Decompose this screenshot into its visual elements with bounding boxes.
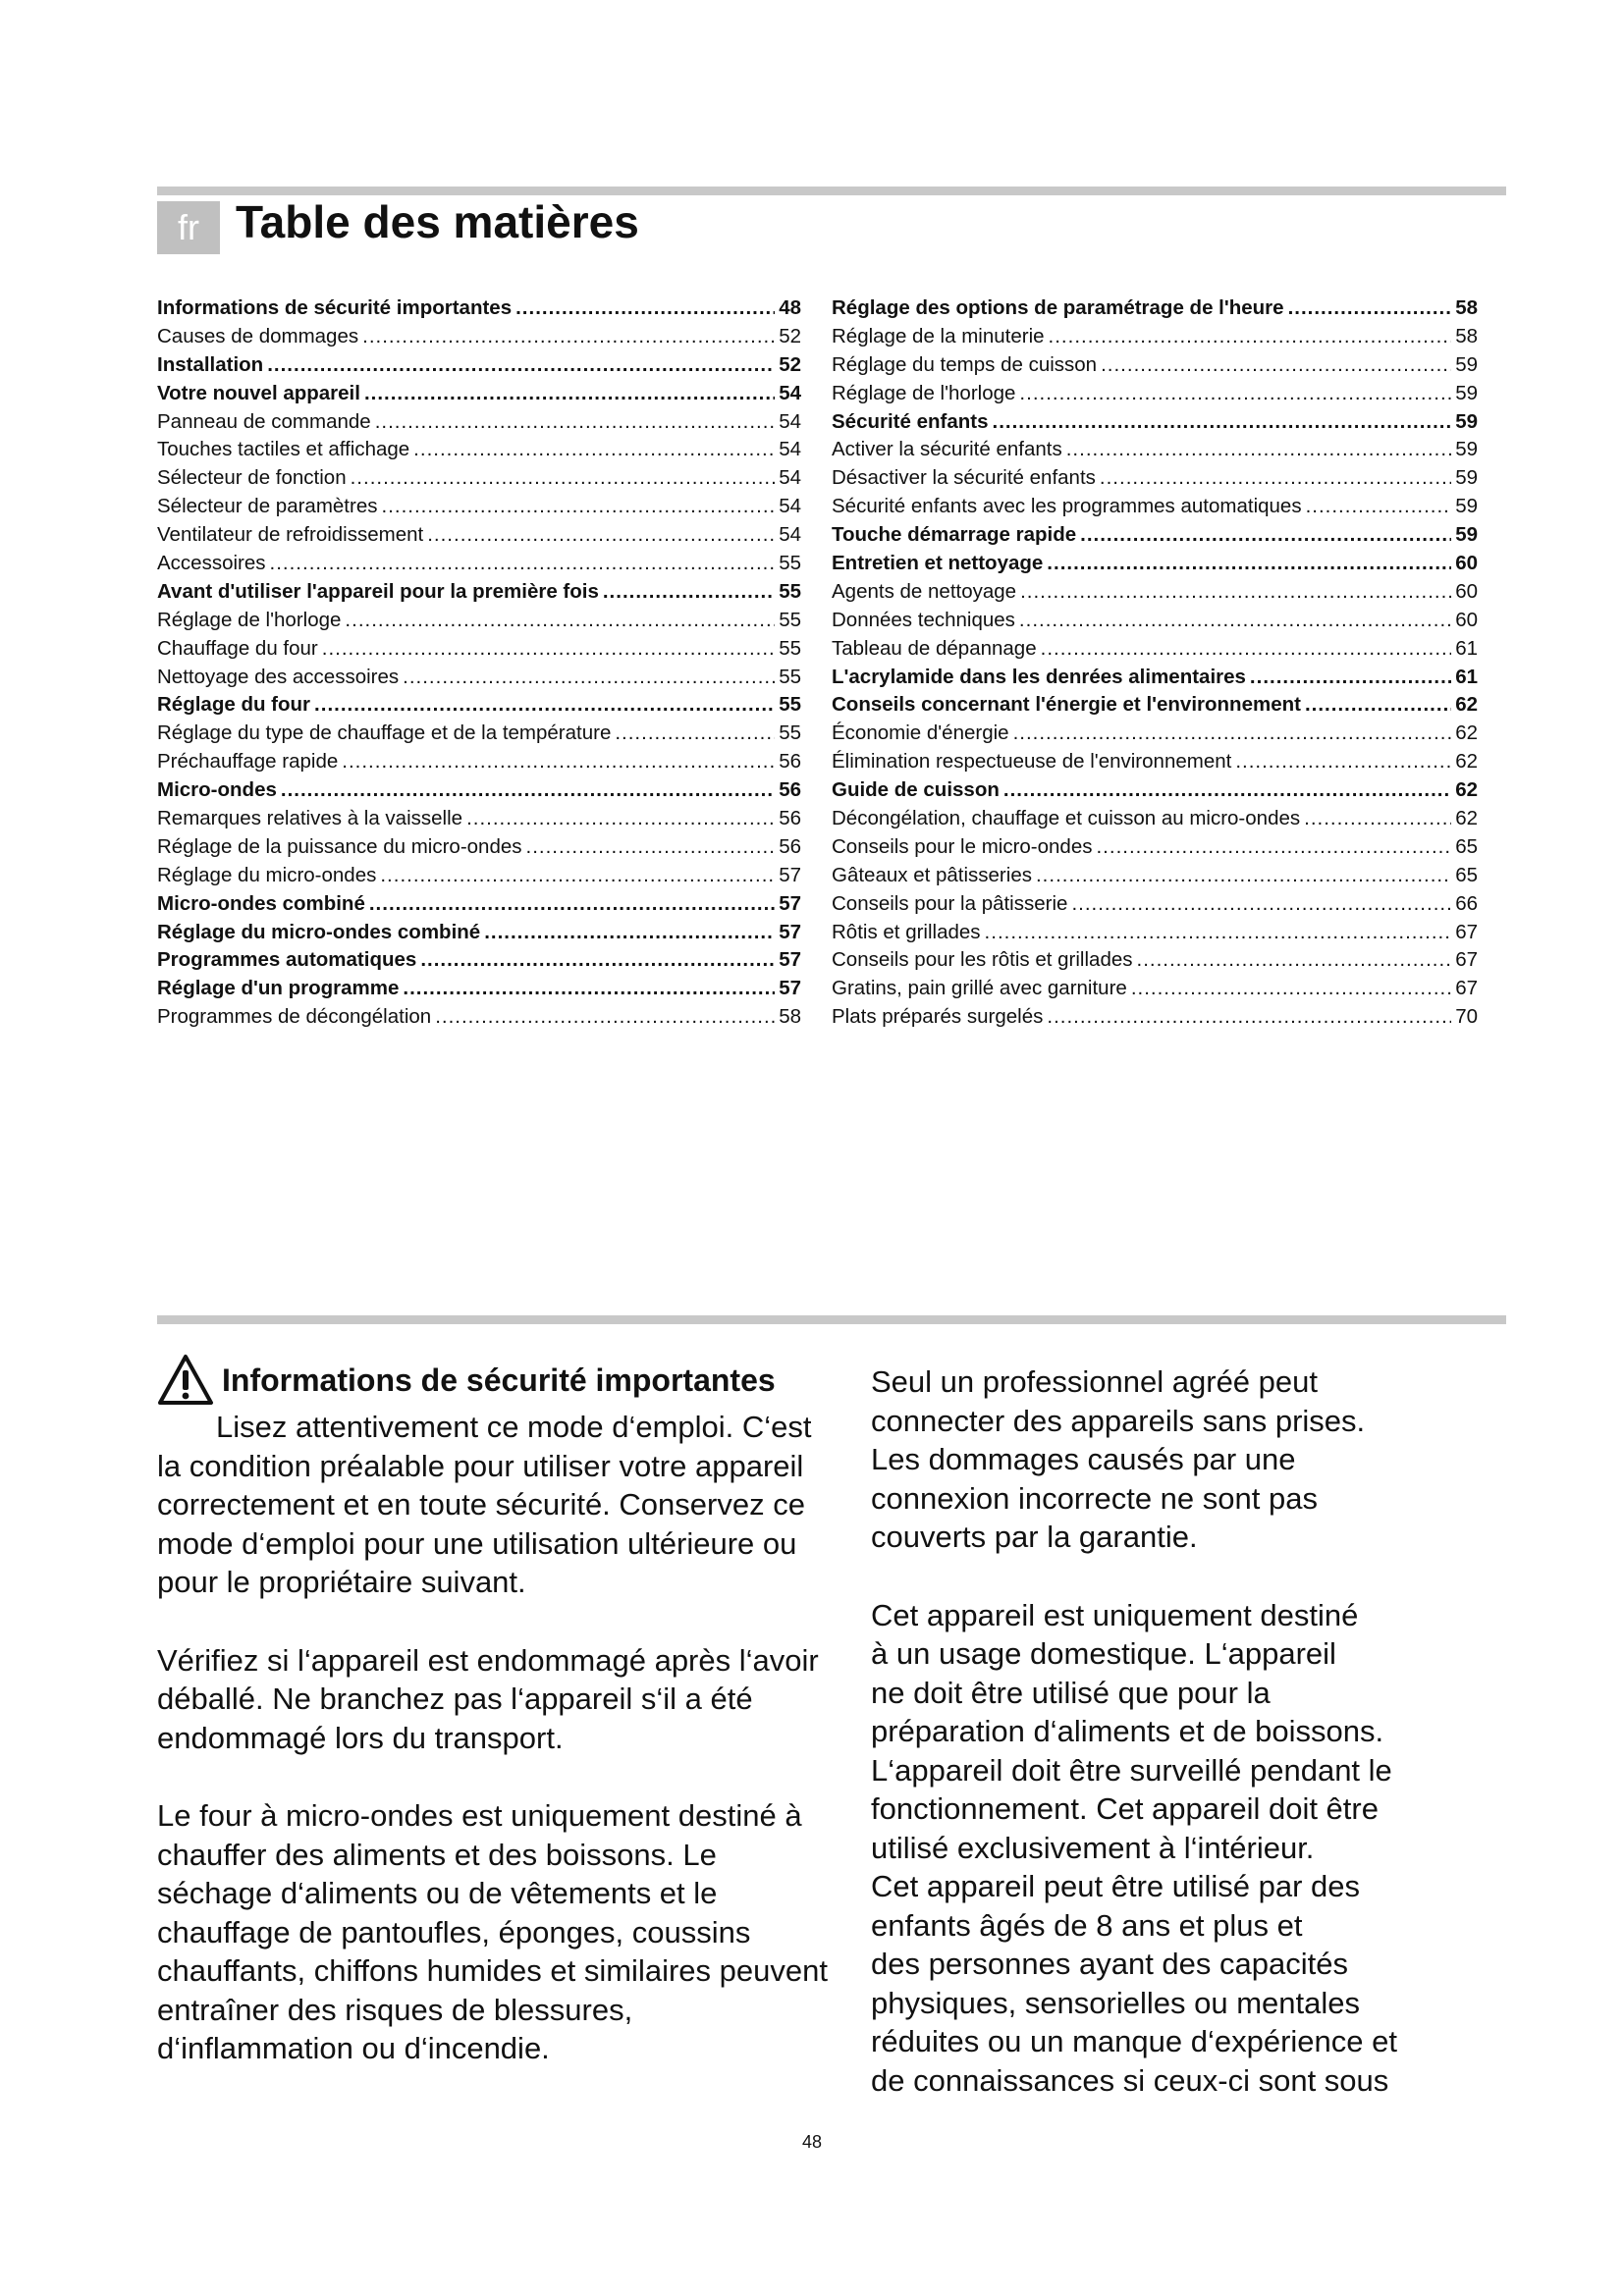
language-tag: fr <box>157 201 220 254</box>
toc-entry[interactable] <box>832 805 1478 833</box>
toc-leader-dots <box>1003 776 1451 805</box>
toc-entry-page: 54 <box>779 438 801 461</box>
toc-entry[interactable] <box>157 691 801 720</box>
toc-entry-page: 67 <box>1455 920 1478 943</box>
toc-entry-label: Conseils concernant l'énergie et l'environnement <box>832 693 1301 717</box>
toc-entry[interactable] <box>157 464 801 493</box>
toc-leader-dots <box>1047 1003 1451 1032</box>
toc-entry[interactable] <box>832 862 1478 890</box>
toc-leader-dots <box>270 550 776 578</box>
toc-entry-label: Micro-ondes <box>157 778 277 802</box>
toc-entry[interactable] <box>157 408 801 437</box>
toc-entry-label: Gratins, pain grillé avec garniture <box>832 977 1127 1000</box>
toc-entry-label: Ventilateur de refroidissement <box>157 523 424 547</box>
toc-entry-label: Sécurité enfants <box>832 409 989 433</box>
toc-entry-label: Données techniques <box>832 608 1015 631</box>
toc-leader-dots <box>1049 323 1452 351</box>
toc-leader-dots <box>1020 578 1451 607</box>
toc-entry-page: 62 <box>1455 693 1478 717</box>
toc-leader-dots <box>1041 635 1452 664</box>
toc-entry-page: 62 <box>1455 750 1478 774</box>
toc-entry-page: 65 <box>1455 834 1478 858</box>
toc-entry[interactable] <box>157 805 801 833</box>
toc-entry-page: 66 <box>1455 891 1478 915</box>
toc-entry-page: 57 <box>779 948 801 972</box>
toc-entry-page: 62 <box>1455 778 1478 802</box>
toc-leader-dots <box>1080 521 1451 550</box>
toc-leader-dots <box>420 946 775 975</box>
toc-entry-page: 59 <box>1455 495 1478 518</box>
toc-leader-dots <box>345 607 775 635</box>
toc-entry-label: Gâteaux et pâtisseries <box>832 863 1032 886</box>
toc-leader-dots <box>435 1003 775 1032</box>
toc-entry[interactable] <box>832 380 1478 408</box>
toc-entry-page: 58 <box>1455 324 1478 347</box>
toc-entry[interactable] <box>832 664 1478 692</box>
toc-leader-dots <box>1019 607 1451 635</box>
safety-heading <box>157 1353 835 1408</box>
toc-entry[interactable] <box>832 1003 1478 1032</box>
toc-entry-label: Chauffage du four <box>157 636 318 660</box>
toc-entry-label: Activer la sécurité enfants <box>832 438 1062 461</box>
safety-paragraph-1: Lisez attentivement ce mode d‘emploi. C‘est la condition préalable pour utiliser votre appareil correctement et en toute sécurité. Conservez ce mode d‘emploi pour une utilisation ultérieure ou pour le propriétaire suivant. <box>157 1410 812 1599</box>
toc-leader-dots <box>1019 380 1451 408</box>
toc-entry-label: Guide de cuisson <box>832 778 1000 802</box>
toc-entry-page: 67 <box>1455 948 1478 972</box>
toc-entry[interactable] <box>157 776 801 805</box>
toc-leader-dots <box>1101 351 1451 380</box>
safety-paragraph-2: Vérifiez si l‘appareil est endommagé après l‘avoir déballé. Ne branchez pas l‘appareil s‘il a été endommagé lors du transport. <box>157 1642 819 1755</box>
toc-leader-dots <box>1066 436 1451 464</box>
toc-leader-dots <box>375 408 776 437</box>
toc-leader-dots <box>1131 975 1451 1003</box>
toc-entry-label: Réglage de l'horloge <box>157 608 342 631</box>
toc-entry-label: Conseils pour les rôtis et grillades <box>832 948 1133 972</box>
toc-entry[interactable] <box>832 776 1478 805</box>
toc-entry[interactable] <box>832 833 1478 862</box>
toc-entry-label: Désactiver la sécurité enfants <box>832 466 1096 490</box>
toc-entry[interactable] <box>157 720 801 748</box>
toc-entry-page: 60 <box>1455 608 1478 631</box>
toc-entry-label: Réglage du four <box>157 693 311 717</box>
toc-entry-page: 58 <box>779 1005 801 1029</box>
toc-entry-page: 65 <box>1455 863 1478 886</box>
toc-entry-page: 59 <box>1455 381 1478 404</box>
toc-entry-page: 55 <box>779 721 801 745</box>
warning-triangle-icon <box>157 1354 214 1407</box>
toc-entry-page: 57 <box>779 891 801 915</box>
toc-entry[interactable] <box>157 664 801 692</box>
toc-entry[interactable] <box>832 946 1478 975</box>
toc-entry[interactable] <box>157 919 801 947</box>
toc-leader-dots <box>1250 664 1451 692</box>
toc-leader-dots <box>526 833 776 862</box>
toc-entry-label: Touches tactiles et affichage <box>157 438 410 461</box>
toc-entry[interactable] <box>832 294 1478 323</box>
toc-entry-label: Réglage du temps de cuisson <box>832 352 1098 376</box>
toc-leader-dots <box>267 351 775 380</box>
toc-entry-label: Réglage des options de paramétrage de l'heure <box>832 296 1284 319</box>
toc-entry-page: 62 <box>1455 721 1478 745</box>
toc-entry[interactable] <box>832 351 1478 380</box>
toc-entry-page: 61 <box>1455 636 1478 660</box>
toc-entry-label: Décongélation, chauffage et cuisson au micro-ondes <box>832 807 1301 830</box>
toc-leader-dots <box>314 691 775 720</box>
toc-entry[interactable] <box>832 550 1478 578</box>
toc-entry-label: L'acrylamide dans les denrées alimentaires <box>832 665 1246 688</box>
toc-entry-label: Réglage du type de chauffage et de la température <box>157 721 612 745</box>
toc-leader-dots <box>1036 862 1451 890</box>
safety-paragraph-3: Le four à micro-ondes est uniquement destiné à chauffer des aliments et des boissons. Le séchage d‘aliments ou de vêtements et le chauffage de pantoufles, éponges, coussins chauffants, chiffons humides et similaires peuvent entraîner des risques de blessures, d‘inflammation ou d‘incendie. <box>157 1798 828 2065</box>
toc-entry[interactable] <box>157 323 801 351</box>
toc-entry[interactable] <box>157 946 801 975</box>
toc-title: Table des matières <box>236 196 639 247</box>
toc-entry[interactable] <box>157 890 801 919</box>
toc-entry-page: 54 <box>779 409 801 433</box>
toc-entry[interactable] <box>832 748 1478 776</box>
toc-entry-page: 60 <box>1455 552 1478 575</box>
toc-left-column <box>157 294 801 1032</box>
toc-entry-label: Micro-ondes combiné <box>157 891 365 915</box>
toc-entry-label: Agents de nettoyage <box>832 579 1017 603</box>
toc-entry-label: Conseils pour le micro-ondes <box>832 834 1093 858</box>
toc-entry[interactable] <box>832 408 1478 437</box>
toc-entry-label: Touche démarrage rapide <box>832 523 1077 547</box>
toc-entry-page: 55 <box>779 552 801 575</box>
toc-leader-dots <box>1013 720 1452 748</box>
toc-entry[interactable] <box>157 380 801 408</box>
toc-entry[interactable] <box>157 294 801 323</box>
toc-entry-label: Sécurité enfants avec les programmes automatiques <box>832 495 1302 518</box>
toc-entry-label: Préchauffage rapide <box>157 750 339 774</box>
toc-entry-label: Accessoires <box>157 552 266 575</box>
toc-leader-dots <box>1305 691 1451 720</box>
toc-entry-page: 57 <box>779 977 801 1000</box>
toc-leader-dots <box>427 521 775 550</box>
toc-leader-dots <box>993 408 1452 437</box>
toc-entry-page: 54 <box>779 495 801 518</box>
toc-leader-dots <box>1306 493 1452 521</box>
toc-leader-dots <box>515 294 775 323</box>
toc-entry-page: 56 <box>779 778 801 802</box>
toc-entry-label: Réglage du micro-ondes combiné <box>157 920 481 943</box>
toc-entry[interactable] <box>832 975 1478 1003</box>
toc-leader-dots <box>403 975 775 1003</box>
toc-entry-label: Programmes de décongélation <box>157 1005 432 1029</box>
toc-entry-label: Sélecteur de fonction <box>157 466 347 490</box>
toc-entry-page: 70 <box>1455 1005 1478 1029</box>
toc-entry-label: Installation <box>157 352 264 376</box>
toc-entry-label: Remarques relatives à la vaisselle <box>157 807 463 830</box>
toc-leader-dots <box>342 748 775 776</box>
toc-entry-page: 59 <box>1455 466 1478 490</box>
page-number: 48 <box>801 2132 823 2152</box>
toc-leader-dots <box>1100 464 1451 493</box>
toc-leader-dots <box>1096 833 1451 862</box>
toc-entry[interactable] <box>832 691 1478 720</box>
toc-entry[interactable] <box>832 607 1478 635</box>
toc-leader-dots <box>364 380 775 408</box>
toc-entry[interactable] <box>832 720 1478 748</box>
toc-entry-label: Causes de dommages <box>157 324 359 347</box>
toc-entry-page: 57 <box>779 863 801 886</box>
toc-entry[interactable] <box>157 975 801 1003</box>
toc-entry[interactable] <box>832 578 1478 607</box>
toc-entry-label: Réglage de l'horloge <box>832 381 1016 404</box>
toc-entry-page: 54 <box>779 466 801 490</box>
toc-entry[interactable] <box>832 919 1478 947</box>
safety-section-left <box>157 1353 835 2068</box>
toc-leader-dots <box>1235 748 1451 776</box>
toc-leader-dots <box>351 464 776 493</box>
toc-entry[interactable] <box>832 323 1478 351</box>
toc-entry-page: 55 <box>779 608 801 631</box>
toc-entry-page: 54 <box>779 381 801 404</box>
toc-entry-label: Avant d'utiliser l'appareil pour la première fois <box>157 579 599 603</box>
toc-entry[interactable] <box>157 578 801 607</box>
toc-entry-label: Entretien et nettoyage <box>832 552 1044 575</box>
toc-entry-page: 56 <box>779 750 801 774</box>
toc-entry-label: Réglage d'un programme <box>157 977 400 1000</box>
toc-entry[interactable] <box>832 635 1478 664</box>
toc-entry-page: 58 <box>1455 296 1478 319</box>
toc-entry-page: 67 <box>1455 977 1478 1000</box>
toc-leader-dots <box>322 635 775 664</box>
safety-right-paragraph-1: Seul un professionnel agréé peut connecter des appareils sans prises. Les dommages causés par une connexion incorrecte ne sont pas couverts par la garantie. <box>871 1364 1366 1554</box>
toc-entry-label: Réglage de la minuterie <box>832 324 1045 347</box>
toc-leader-dots <box>615 720 775 748</box>
toc-entry-label: Plats préparés surgelés <box>832 1005 1044 1029</box>
safety-right-paragraph-2: Cet appareil est uniquement destiné à un usage domestique. L‘appareil ne doit être utilisé que pour la préparation d‘aliments et de boissons. L‘appareil doit être surveillé pendant le fonctionnement. Cet appareil doit être utilisé exclusivement à l‘intérieur. Cet appareil peut être utilisé par des enfants âgés de 8 ans et plus et des personnes ayant des capacités physiques, sensorielles ou mentales réduites ou un manque d‘expérience et de connaissances si ceux-ci sont sous <box>871 1597 1397 2098</box>
toc-leader-dots <box>1288 294 1452 323</box>
toc-entry-label: Conseils pour la pâtisserie <box>832 891 1068 915</box>
toc-entry-label: Réglage de la puissance du micro-ondes <box>157 834 522 858</box>
toc-entry[interactable] <box>157 493 801 521</box>
toc-entry-label: Programmes automatiques <box>157 948 417 972</box>
toc-entry[interactable] <box>157 550 801 578</box>
toc-entry-label: Élimination respectueuse de l'environnement <box>832 750 1232 774</box>
toc-leader-dots <box>362 323 775 351</box>
toc-entry-page: 55 <box>779 665 801 688</box>
toc-entry-label: Votre nouvel appareil <box>157 381 360 404</box>
toc-entry-label: Informations de sécurité importantes <box>157 296 513 319</box>
toc-entry-page: 55 <box>779 693 801 717</box>
toc-entry[interactable] <box>157 1003 801 1032</box>
toc-entry-page: 60 <box>1455 579 1478 603</box>
toc-entry-label: Nettoyage des accessoires <box>157 665 400 688</box>
toc-leader-dots <box>1071 890 1451 919</box>
toc-entry-page: 56 <box>779 834 801 858</box>
toc-leader-dots <box>603 578 775 607</box>
toc-entry-page: 57 <box>779 920 801 943</box>
toc-leader-dots <box>381 493 775 521</box>
toc-entry-page: 54 <box>779 523 801 547</box>
toc-entry[interactable] <box>832 436 1478 464</box>
toc-leader-dots <box>1137 946 1452 975</box>
safety-title: Informations de sécurité importantes <box>222 1362 776 1398</box>
toc-leader-dots <box>1304 805 1451 833</box>
toc-leader-dots <box>403 664 775 692</box>
toc-leader-dots <box>484 919 775 947</box>
toc-leader-dots <box>1047 550 1451 578</box>
toc-entry-page: 55 <box>779 579 801 603</box>
toc-entry-page: 56 <box>779 807 801 830</box>
toc-leader-dots <box>466 805 775 833</box>
toc-entry-page: 55 <box>779 636 801 660</box>
toc-leader-dots <box>281 776 775 805</box>
toc-entry-page: 59 <box>1455 438 1478 461</box>
toc-entry-label: Tableau de dépannage <box>832 636 1037 660</box>
toc-entry[interactable] <box>832 464 1478 493</box>
toc-entry[interactable] <box>157 607 801 635</box>
toc-leader-dots <box>985 919 1452 947</box>
toc-entry[interactable] <box>157 862 801 890</box>
toc-entry-page: 61 <box>1455 665 1478 688</box>
toc-entry[interactable] <box>832 890 1478 919</box>
toc-entry-label: Sélecteur de paramètres <box>157 495 378 518</box>
safety-section-right <box>871 1362 1509 2100</box>
toc-entry[interactable] <box>157 521 801 550</box>
toc-entry[interactable] <box>157 436 801 464</box>
toc-entry-page: 59 <box>1455 523 1478 547</box>
toc-entry-label: Rôtis et grillades <box>832 920 981 943</box>
toc-entry-page: 52 <box>779 324 801 347</box>
toc-entry-page: 62 <box>1455 807 1478 830</box>
toc-leader-dots <box>413 436 775 464</box>
toc-entry[interactable] <box>157 351 801 380</box>
toc-entry[interactable] <box>157 833 801 862</box>
section-divider <box>157 1315 1506 1324</box>
toc-leader-dots <box>369 890 775 919</box>
toc-entry[interactable] <box>832 493 1478 521</box>
toc-entry-page: 59 <box>1455 409 1478 433</box>
toc-entry-page: 52 <box>779 352 801 376</box>
toc-entry-label: Économie d'énergie <box>832 721 1009 745</box>
toc-right-column <box>832 294 1478 1032</box>
toc-entry-label: Panneau de commande <box>157 409 371 433</box>
toc-entry-label: Réglage du micro-ondes <box>157 863 377 886</box>
toc-entry-page: 59 <box>1455 352 1478 376</box>
toc-entry[interactable] <box>832 521 1478 550</box>
toc-entry-page: 48 <box>779 296 801 319</box>
toc-entry[interactable] <box>157 635 801 664</box>
toc-leader-dots <box>380 862 775 890</box>
toc-entry[interactable] <box>157 748 801 776</box>
